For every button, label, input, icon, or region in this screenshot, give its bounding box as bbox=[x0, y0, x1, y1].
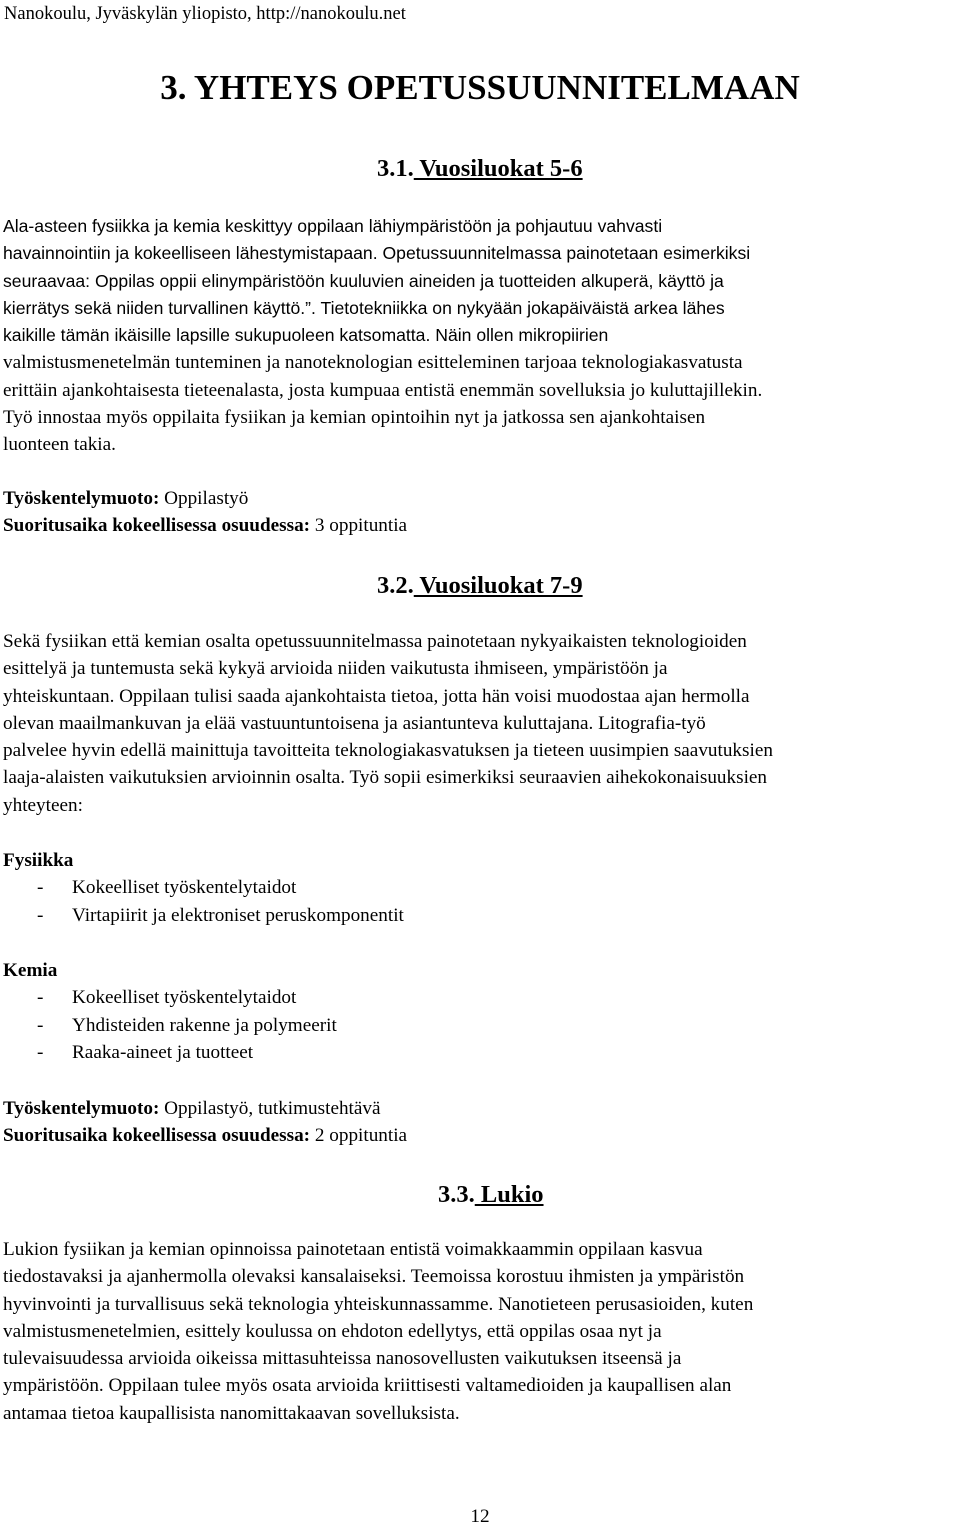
duration-label: Suoritusaika kokeellisessa osuudessa: bbox=[3, 515, 311, 537]
text-line: Työ innostaa myös oppilaita fysiikan ja kemian opintoihin nyt ja jatkossa sen ajankohtaisen bbox=[3, 407, 706, 429]
list-item: - Virtapiirit ja elektroniset peruskomponentit bbox=[0, 902, 960, 929]
text-line: seuraavaa: Oppilas oppii elinympäristöön kuuluvien aineiden ja tuotteiden alkuperä, käyttö ja bbox=[3, 270, 724, 291]
text-line: hyvinvointi ja turvallisuus sekä teknologia yhteiskunnassamme. Nanotieteen perusasioiden, kuten bbox=[3, 1293, 754, 1315]
section-heading-3-1 bbox=[377, 154, 583, 184]
list-item: - Kokeelliset työskentelytaidot bbox=[0, 874, 960, 901]
section-3-3-paragraph bbox=[0, 1236, 960, 1427]
chemistry-topics bbox=[0, 957, 960, 1066]
text-line: Lukion fysiikan ja kemian opinnoissa painotetaan entistä voimakkaammin oppilaan kasvua bbox=[3, 1239, 703, 1260]
text-line: yhteiskuntaan. Oppilaan tulisi saada ajankohtaista tietoa, jotta hän voisi muodostaa ajan hermolla bbox=[3, 685, 750, 707]
text-line: palvelee hyvin edellä mainittuja tavoitteita teknologiakasvatuksen ja tieteen uusimpien saavutuksien bbox=[3, 740, 773, 762]
section-title: Lukio bbox=[474, 1181, 544, 1208]
chemistry-heading: Kemia bbox=[3, 960, 58, 981]
text-line: havainnointiin ja kokeelliseen lähestymistapaan. Opetussuunnitelmassa painotetaan esimerkiksi bbox=[3, 243, 751, 264]
list-item: - Yhdisteiden rakenne ja polymeerit bbox=[0, 1012, 960, 1039]
text-line: erittäin ajankohtaisesta tieteenalasta, josta kumpuaa entistä enemmän sovelluksia jo kuluttajillekin. bbox=[3, 379, 763, 401]
section-3-1-work-info bbox=[0, 485, 960, 540]
list-item: - Raaka-aineet ja tuotteet bbox=[0, 1039, 960, 1066]
section-3-2-work-info bbox=[0, 1095, 960, 1150]
dash-bullet: - bbox=[37, 877, 44, 899]
physics-topics bbox=[0, 847, 960, 929]
duration-label: Suoritusaika kokeellisessa osuudessa: bbox=[3, 1125, 311, 1147]
text-line: valmistusmenetelmän tunteminen ja nanoteknologian esitteleminen tarjoaa teknologiakasvatusta bbox=[3, 352, 743, 374]
work-method-value: Oppilastyö, tutkimustehtävä bbox=[159, 1098, 381, 1119]
text-line: kaikille tämän ikäisille lapsille sukupuoleen katsomatta. Näin ollen mikropiirien bbox=[3, 325, 609, 346]
section-number: 3.1. bbox=[377, 155, 414, 182]
text-line: yhteyteen: bbox=[3, 794, 83, 816]
dash-bullet: - bbox=[37, 904, 44, 926]
list-item: - Kokeelliset työskentelytaidot bbox=[0, 984, 960, 1011]
dash-bullet: - bbox=[37, 987, 44, 1009]
text-line: ympäristöön. Oppilaan tulee myös osata arvioida kriittisesti valtamedioiden ja kaupallisen alan bbox=[3, 1375, 732, 1397]
duration-value: 2 oppituntia bbox=[310, 1125, 408, 1147]
section-heading-3-2 bbox=[377, 571, 583, 601]
work-method bbox=[0, 1095, 960, 1122]
duration-value: 3 oppituntia bbox=[310, 515, 408, 537]
duration bbox=[0, 512, 960, 539]
text-line: esittelyä ja tuntemusta sekä kykyä arvioida niiden vaikutusta ihmiseen, ympäristöön ja bbox=[3, 658, 668, 680]
section-heading-3-3 bbox=[438, 1180, 544, 1210]
text-line: laaja-alaisten vaikutuksien arvioinnin osalta. Työ sopii esimerkiksi seuraavien aihekokonaisuuksien bbox=[3, 767, 768, 789]
text-line: antamaa tietoa kaupallisista nanomittakaavan sovelluksista. bbox=[3, 1402, 460, 1424]
work-method-label: Työskentelymuoto: bbox=[3, 1098, 160, 1119]
page-header: Nanokoulu, Jyväskylän yliopisto, http://nanokoulu.net bbox=[4, 4, 406, 24]
section-number: 3.2. bbox=[377, 572, 414, 599]
text-line: Ala-asteen fysiikka ja kemia keskittyy oppilaan lähiympäristöön ja pohjautuu vahvasti bbox=[3, 216, 663, 236]
section-number: 3.3. bbox=[438, 1181, 475, 1208]
text-line: kierrätys sekä niiden turvallinen käyttö.”. Tietotekniikka on nykyään jokapäiväistä arkea lähes bbox=[3, 297, 725, 318]
text-line: valmistusmenetelmien, esittely koulussa on ehdoton edellytys, että oppilas osaa nyt ja bbox=[3, 1320, 662, 1342]
chapter-title: 3. YHTEYS OPETUSSUUNNITELMAAN bbox=[160, 68, 800, 107]
dash-bullet: - bbox=[37, 1041, 44, 1063]
text-line: Sekä fysiikan että kemian osalta opetussuunnitelmassa painotetaan nykyaikaisten teknologioiden bbox=[3, 631, 747, 652]
section-title: Vuosiluokat 7-9 bbox=[413, 572, 583, 599]
work-method bbox=[0, 485, 960, 512]
section-3-2-paragraph bbox=[0, 628, 960, 819]
work-method-value: Oppilastyö bbox=[159, 488, 249, 509]
physics-heading: Fysiikka bbox=[3, 850, 74, 871]
section-title: Vuosiluokat 5-6 bbox=[413, 155, 583, 182]
text-line: olevan maailmankuvan ja elää vastuuntuntoisena ja asiantunteva kuluttajana. Litografia-työ bbox=[3, 712, 706, 734]
text-line: tiedostavaksi ja ajanhermolla olevaksi kansalaiseksi. Teemoissa korostuu ihmisten ja ympäristön bbox=[3, 1266, 745, 1288]
duration bbox=[0, 1122, 960, 1149]
page-number: 12 bbox=[470, 1506, 490, 1527]
section-3-1-paragraph bbox=[0, 213, 960, 459]
text-line: tulevaisuudessa arvioida oikeissa mittasuhteissa nanosovellusten vaikutuksen itseensä ja bbox=[3, 1348, 682, 1370]
dash-bullet: - bbox=[37, 1014, 44, 1036]
work-method-label: Työskentelymuoto: bbox=[3, 488, 160, 509]
text-line: luonteen takia. bbox=[3, 434, 116, 456]
